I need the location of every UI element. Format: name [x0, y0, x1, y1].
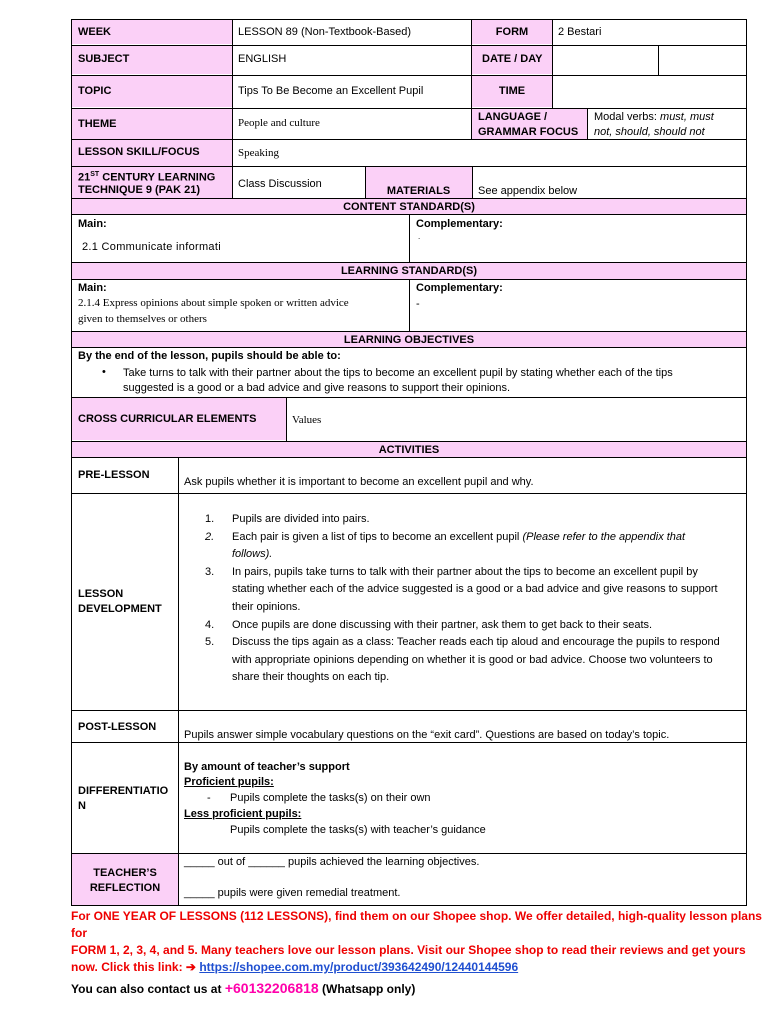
century-value: Class Discussion: [238, 178, 322, 190]
learning-main-label: Main:: [78, 282, 107, 294]
col-line: [552, 19, 553, 109]
row-line: [71, 45, 747, 46]
promo-line2: FORM 1, 2, 3, 4, and 5. Many teachers love our lesson plans. Visit our Shopee shop to read their reviews and get yours: [71, 943, 746, 957]
row-line: [71, 710, 747, 711]
row-line: [71, 397, 747, 398]
subject-value: ENGLISH: [238, 53, 287, 65]
cross-value: Values: [292, 414, 322, 426]
time-label: TIME: [498, 85, 526, 97]
content-comp-value: .: [418, 232, 421, 241]
week-value: LESSON 89 (Non-Textbook-Based): [238, 26, 412, 38]
table-border-left: [71, 19, 72, 906]
learning-main-value-line2: given to themselves or others: [78, 313, 207, 325]
shopee-link[interactable]: https://shopee.com.my/product/393642490/12440144596: [199, 960, 519, 974]
objectives-bullet-icon: •: [102, 366, 106, 378]
col-line: [472, 166, 473, 199]
skill-value: Speaking: [238, 147, 279, 159]
col-line: [232, 166, 233, 199]
step-item: 1. Pupils are divided into pairs.: [205, 513, 370, 525]
content-standard-title: CONTENT STANDARD(S): [343, 201, 475, 213]
diff-label-line1: DIFFERENTIATIO: [78, 785, 169, 797]
century-label-line1: 21ST CENTURY LEARNING: [78, 171, 216, 184]
col-line: [232, 19, 233, 167]
row-line: [71, 19, 747, 20]
skill-label: LESSON SKILL/FOCUS: [78, 146, 200, 158]
materials-label: MATERIALS: [386, 185, 451, 197]
diff-proficient-value: Pupils complete the tasks(s) on their own: [230, 792, 431, 804]
arrow-right-icon: ➔: [185, 960, 196, 974]
diff-proficient-label: Proficient pupils:: [184, 776, 274, 788]
diff-label-line2: N: [78, 800, 86, 812]
col-line: [178, 457, 179, 906]
content-main-value: 2.1 Communicate informati: [82, 241, 221, 253]
row-line: [71, 166, 747, 167]
theme-label: THEME: [78, 118, 117, 130]
reflection-label-line2: REFLECTION: [89, 882, 161, 894]
col-line: [286, 397, 287, 442]
row-line: [71, 347, 747, 348]
post-lesson-value: Pupils answer simple vocabulary questions on the “exit card”. Questions are based on today’s topic.: [184, 729, 670, 741]
row-line: [71, 441, 747, 442]
post-lesson-label: POST-LESSON: [78, 721, 157, 733]
contact-line: You can also contact us at +60132206818 (Whatsapp only): [71, 980, 416, 996]
materials-value: See appendix below: [478, 185, 578, 197]
grammar-label-line2: GRAMMAR FOCUS: [478, 126, 579, 138]
topic-value: Tips To Be Become an Excellent Pupil: [238, 85, 424, 97]
reflection-line1: _____ out of ______ pupils achieved the learning objectives.: [184, 856, 480, 868]
objectives-title: LEARNING OBJECTIVES: [343, 334, 475, 346]
col-line: [409, 279, 410, 332]
reflection-label-line1: TEACHER’S: [93, 867, 157, 879]
promo-line3: now. Click this link: ➔ https://shopee.com.my/product/393642490/12440144596: [71, 960, 519, 974]
diff-less-value: Pupils complete the tasks(s) with teacher’s guidance: [230, 824, 486, 836]
topic-label: TOPIC: [78, 85, 112, 97]
theme-value: People and culture: [238, 117, 320, 129]
grammar-label-line1: LANGUAGE /: [478, 111, 548, 123]
row-line: [71, 139, 747, 140]
diff-title: By amount of teacher’s support: [184, 761, 350, 773]
subject-label: SUBJECT: [78, 53, 130, 65]
pre-lesson-value: Ask pupils whether it is important to become an excellent pupil and why.: [184, 476, 534, 488]
content-comp-label: Complementary:: [416, 218, 503, 230]
century-label-line2: TECHNIQUE 9 (PAK 21): [78, 184, 201, 196]
learning-comp-value: -: [416, 298, 420, 310]
date-label: DATE / DAY: [482, 53, 543, 65]
diff-less-label: Less proficient pupils:: [184, 808, 302, 820]
content-main-label: Main:: [78, 218, 107, 230]
objectives-bullet-line1: Take turns to talk with their partner about the tips to become an excellent pupil by stating whether each of the tips: [123, 367, 673, 379]
row-line: [71, 75, 747, 76]
step-item: 3. In pairs, pupils take turns to talk with their partner about the tips to become an excellent pupil by stating whether each of the advice suggested is a good or a bad advice and give reasons to support their opinions.: [205, 565, 718, 613]
row-line: [71, 108, 747, 109]
dev-label-line1: LESSON: [78, 588, 124, 600]
col-line: [409, 214, 410, 263]
col-line: [658, 45, 659, 76]
reflection-line2: _____ pupils were given remedial treatment.: [184, 887, 401, 899]
row-line: [71, 905, 747, 906]
grammar-value-line2: not, should, should not: [594, 126, 705, 138]
promo-line1: For ONE YEAR OF LESSONS (112 LESSONS), find them on our Shopee shop. We offer detailed, high-quality lesson plans for: [71, 909, 762, 940]
objectives-intro: By the end of the lesson, pupils should be able to:: [78, 350, 341, 362]
objectives-bullet-line2: suggested is a good or a bad advice and give reasons to support their opinions.: [123, 382, 511, 394]
form-label: FORM: [495, 26, 529, 38]
col-line: [587, 108, 588, 140]
diff-dash: -: [207, 792, 211, 804]
row-line: [71, 198, 747, 199]
row-line: [71, 853, 747, 854]
step-item: 4. Once pupils are done discussing with their partner, ask them to get back to their seats.: [205, 618, 653, 631]
pre-lesson-label: PRE-LESSON: [78, 469, 150, 481]
promo-text: [71, 908, 767, 976]
cross-label: CROSS CURRICULAR ELEMENTS: [78, 413, 257, 425]
grammar-value-line1: Modal verbs: must, must: [594, 111, 714, 123]
activities-title: ACTIVITIES: [378, 444, 440, 456]
step-item: 2. Each pair is given a list of tips to become an excellent pupil (Please refer to the appendix that follows).: [205, 530, 686, 561]
learning-main-value-line1: 2.1.4 Express opinions about simple spoken or written advice: [78, 297, 349, 309]
dev-label-line2: DEVELOPMENT: [78, 603, 162, 615]
learning-standard-title: LEARNING STANDARD(S): [340, 265, 478, 277]
row-line: [71, 742, 747, 743]
lesson-development-steps: [205, 511, 745, 687]
row-line: [71, 493, 747, 494]
row-line: [71, 457, 747, 458]
whatsapp-phone[interactable]: +60132206818: [224, 980, 319, 996]
form-value: 2 Bestari: [558, 26, 602, 38]
step-item: 5. Discuss the tips again as a class: Teacher reads each tip aloud and encourage the pupils to respond with appropriate opinions depending on whether it is good or bad advice. Choose two volunteers to share their thoughts on each tip.: [205, 636, 720, 684]
week-label: WEEK: [78, 26, 111, 38]
learning-comp-label: Complementary:: [416, 282, 503, 294]
table-border-right: [746, 19, 747, 906]
